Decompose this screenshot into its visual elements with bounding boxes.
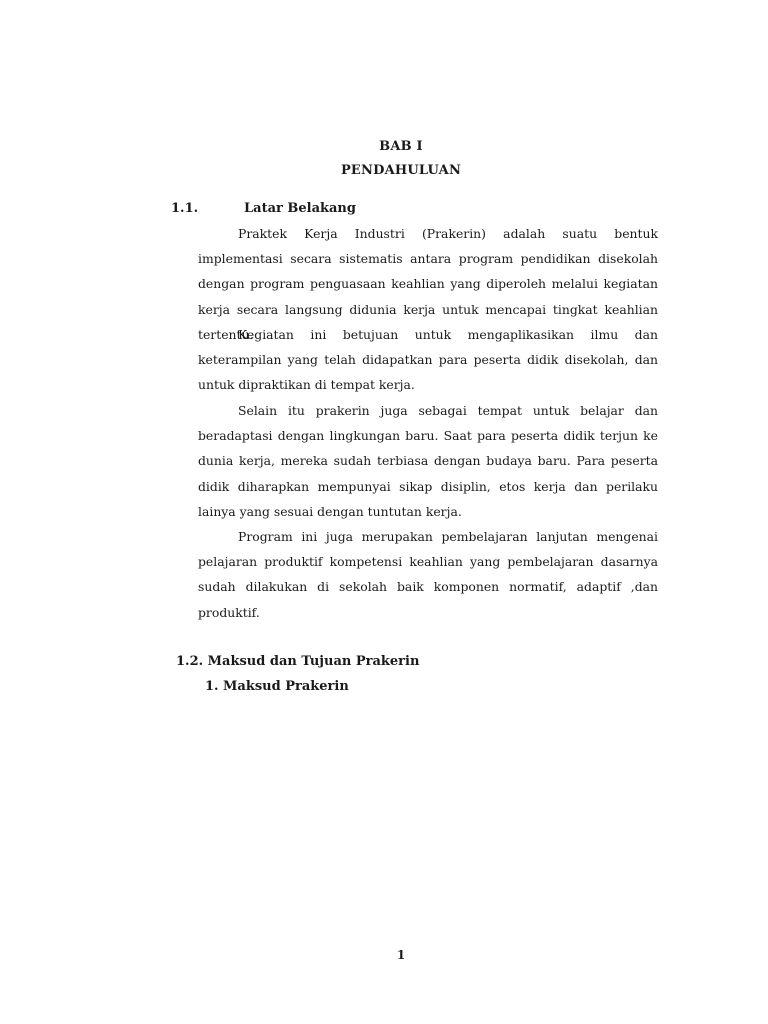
section-title: Latar Belakang: [244, 201, 356, 216]
paragraph-text: Selain itu prakerin juga sebagai tempat untuk belajar dan beradaptasi dengan lingkungan baru. Saat para peserta didik terjun ke dunia kerja, mereka sudah terbiasa dengan budaya baru. Para peserta didik diharapkan mempunyai sikap disiplin, etos kerja dan perilaku lainya yang sesuai dengan tuntutan kerja.: [198, 403, 658, 519]
section-number: 1.1.: [171, 201, 199, 216]
list-item-title: Maksud Prakerin: [223, 679, 349, 694]
paragraph: [198, 322, 658, 398]
paragraph-text: Kegiatan ini betujuan untuk mengaplikasikan ilmu dan keterampilan yang telah didapatkan para peserta didik disekolah, dan untuk dipraktikan di tempat kerja.: [198, 327, 658, 393]
page-number: 1: [396, 948, 406, 962]
paragraph-text: Praktek Kerja Industri (Prakerin) adalah suatu bentuk implementasi secara sistematis antara program pendidikan disekolah dengan program penguasaan keahlian yang diperoleh melalui kegiatan kerja secara langsung didunia kerja untuk mencapai tingkat keahlian tertentu.: [198, 226, 658, 342]
paragraph-text: Program ini juga merupakan pembelajaran lanjutan mengenai pelajaran produktif kompetensi keahlian yang pembelajaran dasarnya sudah dilakukan di sekolah baik komponen normatif, adaptif ,dan produktif.: [198, 529, 658, 620]
chapter-number: BAB I: [379, 139, 423, 154]
paragraph: [198, 524, 658, 625]
list-item-number: 1.: [205, 679, 219, 694]
paragraph: [198, 398, 658, 524]
chapter-title: PENDAHULUAN: [340, 163, 462, 178]
section-title: 1.2. Maksud dan Tujuan Prakerin: [176, 654, 420, 669]
